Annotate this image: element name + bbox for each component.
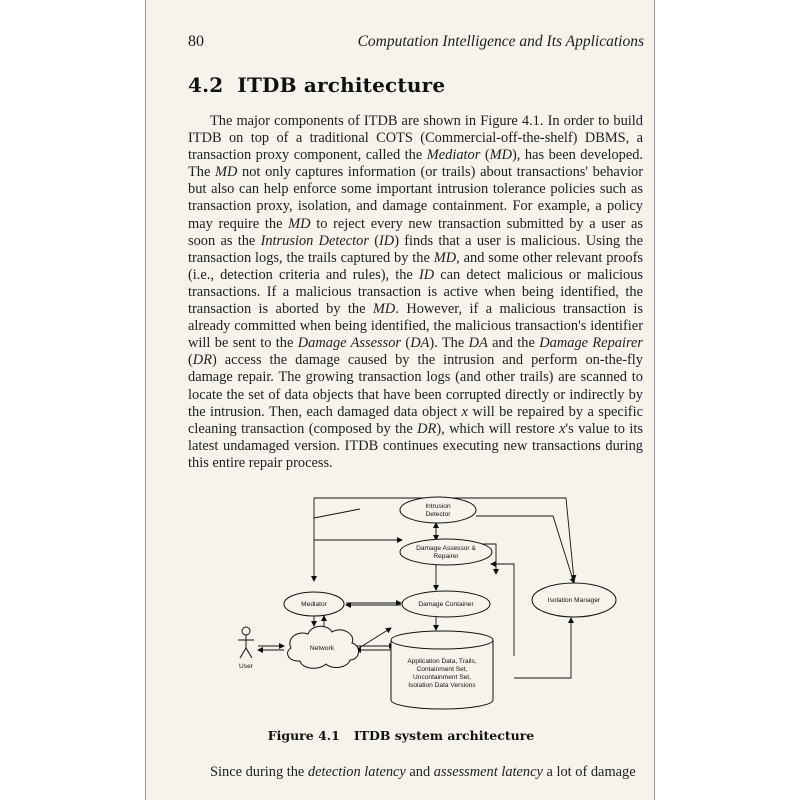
paragraph-text-run: ( bbox=[368, 232, 380, 249]
continuation-line bbox=[188, 764, 643, 781]
paragraph-italic-term: MD bbox=[372, 301, 396, 318]
paragraph-text-run: ), which will restore bbox=[436, 420, 560, 437]
body-paragraph bbox=[188, 113, 643, 472]
intrusion-detector-node bbox=[400, 497, 476, 523]
continuation-text-run: Since during the bbox=[210, 764, 308, 780]
database-label-1: Application Data, Trails, bbox=[407, 658, 477, 665]
mediator-label: Mediator bbox=[301, 601, 327, 608]
network-label: Network bbox=[309, 645, 335, 652]
continuation-text-run: and bbox=[405, 764, 434, 780]
paragraph-italic-term: DA bbox=[468, 335, 488, 352]
section-heading bbox=[188, 73, 445, 97]
page-number: 80 bbox=[188, 33, 204, 50]
paragraph-text-run: and the bbox=[487, 335, 540, 352]
paragraph-italic-term: DA bbox=[410, 335, 430, 352]
paragraph-text-run: not only captures information (or trails) about transactions' behavior but also can help enforce some important intrusion tolerance policies such as transaction proxy, isolation, and damage containment. For example, a policy may require the bbox=[188, 164, 643, 232]
paragraph-italic-term: Intrusion Detector bbox=[260, 232, 369, 249]
section-title: ITDB architecture bbox=[237, 73, 446, 97]
paragraph-italic-term: MD bbox=[288, 215, 311, 232]
continuation-italic-term: detection latency bbox=[307, 764, 406, 780]
paragraph-italic-term: x bbox=[559, 420, 566, 437]
section-number: 4.2 bbox=[188, 73, 224, 97]
paragraph-text-run: can detect malicious or malicious transactions. If a malicious transaction is active when being identified, the transaction is aborted by the bbox=[188, 266, 643, 318]
paragraph-text-run: will be repaired by a specific cleaning transaction (composed by the bbox=[188, 403, 643, 437]
database-label-3: Uncontainment Set, bbox=[413, 674, 471, 681]
paragraph-italic-term: DR bbox=[417, 420, 437, 437]
paragraph-text-run: 's value to its latest undamaged version. ITDB continues executing new transactions during this entire repair process. bbox=[188, 420, 643, 471]
paragraph-text-run: The major components of ITDB are shown in Figure 4.1. In order to build ITDB on top of a traditional COTS (Commercial-off-the-shelf) DBMS, a transaction proxy component, called the bbox=[188, 113, 643, 164]
paragraph-italic-term: MD bbox=[433, 249, 457, 266]
paragraph-text-run: ). The bbox=[429, 335, 469, 352]
book-page bbox=[145, 0, 655, 800]
architecture-diagram bbox=[146, 478, 656, 723]
paragraph-text-run: ( bbox=[188, 352, 193, 369]
paragraph-text-run: , and some other relevant proofs (i.e., detection criteria and rules), the bbox=[188, 249, 643, 283]
paragraph-italic-term: ID bbox=[379, 232, 395, 249]
figure-caption bbox=[146, 728, 656, 743]
paragraph-italic-term: Damage Repairer bbox=[539, 335, 644, 352]
paragraph-text-run: ), has been developed. The bbox=[188, 147, 644, 181]
paragraph-italic-term: Mediator bbox=[426, 147, 481, 164]
damage-assessor-label-1: Damage Assessor & bbox=[416, 545, 476, 552]
paragraph-italic-term: ID bbox=[418, 266, 435, 283]
damage-container-label: Damage Container bbox=[418, 601, 474, 608]
damage-assessor-node bbox=[400, 539, 492, 565]
intrusion-detector-label-2: Detector bbox=[425, 511, 451, 518]
paragraph-italic-term: Damage Assessor bbox=[297, 335, 402, 352]
paragraph-text-run: ( bbox=[480, 147, 490, 164]
continuation-text-run: a lot of damage bbox=[542, 764, 636, 780]
paragraph-italic-term: x bbox=[461, 403, 468, 420]
paragraph-text-run: ) finds that a user is malicious. Using the transaction logs, the trails captured by the bbox=[188, 232, 643, 266]
paragraph-italic-term: MD bbox=[215, 164, 238, 181]
user-icon bbox=[238, 627, 254, 658]
isolation-manager-label: Isolation Manager bbox=[547, 597, 601, 604]
running-title: Computation Intelligence and Its Applications bbox=[357, 33, 644, 50]
paragraph-italic-term: DR bbox=[192, 352, 212, 369]
continuation-italic-term: assessment latency bbox=[433, 764, 543, 780]
paragraph-text-run: ( bbox=[401, 335, 411, 352]
figure-caption-label: Figure 4.1 bbox=[267, 728, 340, 743]
architecture-figure bbox=[146, 478, 656, 723]
paragraph-text-run: to reject every new transaction submitted by a user as soon as the bbox=[188, 215, 643, 249]
damage-assessor-label-2: Repairer bbox=[433, 553, 459, 560]
paragraph-italic-term: MD bbox=[489, 147, 513, 164]
database-label-2: Containment Set, bbox=[416, 666, 468, 673]
paragraph-text-run: ) access the damage caused by the intrusion and perform on-the-fly damage repair. The growing transaction logs (and other trails) are scanned to locate the set of data objects that have been corrupted directly or indirectly by the intrusion. Then, each damaged data object bbox=[188, 352, 643, 420]
user-label: User bbox=[239, 663, 253, 670]
figure-caption-text: ITDB system architecture bbox=[353, 728, 535, 743]
paragraph-text-run: . However, if a malicious transaction is already committed when being identified, the malicious transaction's identifier will be sent to the bbox=[188, 301, 644, 352]
intrusion-detector-label-1: Intrusion bbox=[425, 503, 451, 510]
database-label-4: Isolation Data Versions bbox=[408, 682, 476, 689]
